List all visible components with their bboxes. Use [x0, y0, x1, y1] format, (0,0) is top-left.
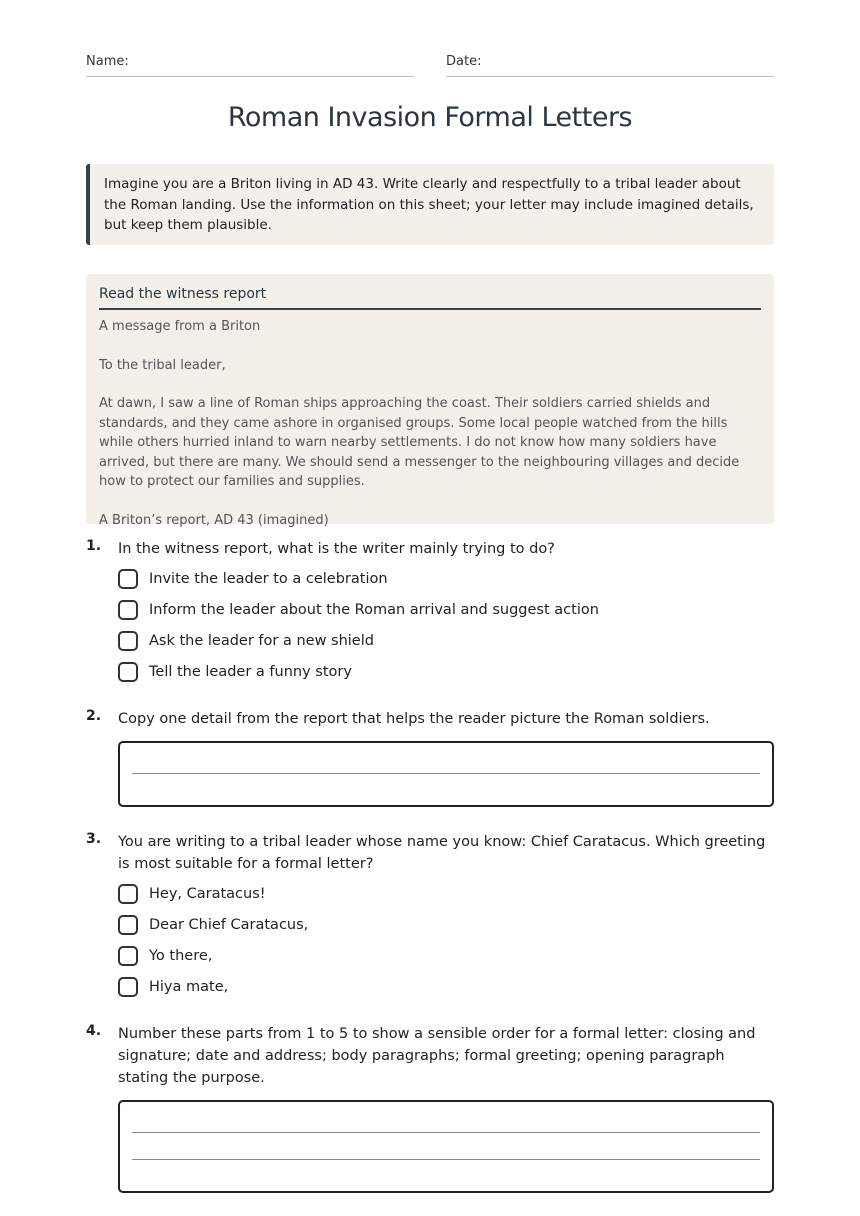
report-subtitle: A message from a Briton [99, 319, 261, 334]
question-4 [86, 1023, 774, 1193]
option-label: Dear Chief Caratacus, [149, 917, 309, 933]
option-item[interactable] [118, 884, 774, 915]
option-label: Hey, Caratacus! [149, 886, 266, 902]
checkbox[interactable] [118, 600, 138, 620]
option-label: Invite the leader to a celebration [149, 571, 388, 587]
writing-line [132, 773, 760, 774]
question-number: 1. [86, 538, 102, 554]
instructions-text: Imagine you are a Briton living in AD 43. Write clearly and respectfully to a tribal leader about the Roman landing. Use the information on this sheet; your letter may include imagined details, but keep them plausible. [104, 176, 754, 233]
option-label: Ask the leader for a new shield [149, 633, 374, 649]
option-label: Inform the leader about the Roman arrival and suggest action [149, 602, 599, 618]
option-item[interactable] [118, 977, 774, 1008]
question-text: You are writing to a tribal leader whose name you know: Chief Caratacus. Which greeting is most suitable for a formal letter? [118, 834, 766, 872]
checkbox[interactable] [118, 662, 138, 682]
report-signoff: A Briton’s report, AD 43 (imagined) [99, 512, 329, 528]
checkbox[interactable] [118, 631, 138, 651]
writing-line [132, 1132, 760, 1133]
checkbox[interactable] [118, 884, 138, 904]
instructions-box [86, 164, 774, 245]
name-label: Name: [86, 54, 129, 69]
question-3 [86, 831, 774, 1008]
option-label: Tell the leader a funny story [149, 664, 352, 680]
option-item[interactable] [118, 569, 774, 600]
option-item[interactable] [118, 662, 774, 693]
option-item[interactable] [118, 946, 774, 977]
date-label: Date: [446, 54, 482, 69]
report-body: At dawn, I saw a line of Roman ships approaching the coast. Their soldiers carried shields and standards, and they came ashore in organised groups. Some local people watched from the hills while others hurried inland to warn nearby settlements. I do not know how many soldiers have arrived, but there are many. We should send a messenger to the neighbouring villages and decide how to protect our families and supplies. [99, 396, 740, 489]
question-2 [86, 708, 774, 808]
option-label: Hiya mate, [149, 979, 229, 995]
question-1 [86, 538, 774, 693]
name-field[interactable] [86, 54, 414, 77]
writing-line [132, 1159, 760, 1160]
question-number: 4. [86, 1023, 102, 1039]
answer-box[interactable] [118, 1100, 774, 1193]
option-item[interactable] [118, 915, 774, 946]
option-label: Yo there, [149, 948, 213, 964]
question-text: In the witness report, what is the writer mainly trying to do? [118, 541, 555, 557]
answer-box[interactable] [118, 741, 774, 807]
checkbox[interactable] [118, 915, 138, 935]
date-field[interactable] [446, 54, 774, 77]
option-item[interactable] [118, 600, 774, 631]
answer-options [118, 884, 774, 1008]
question-text: Copy one detail from the report that helps the reader picture the Roman soldiers. [118, 711, 710, 727]
question-text: Number these parts from 1 to 5 to show a sensible order for a formal letter: closing and signature; date and address; body paragraphs; formal greeting; opening paragraph stating the purpose. [118, 1026, 756, 1086]
answer-options [118, 569, 774, 693]
student-info-row [86, 54, 774, 78]
question-number: 3. [86, 831, 102, 847]
option-item[interactable] [118, 631, 774, 662]
witness-report-panel [86, 274, 774, 528]
report-heading: Read the witness report [99, 286, 761, 310]
report-greeting: To the tribal leader, [99, 357, 226, 373]
page-title: Roman Invasion Formal Letters [227, 102, 633, 133]
checkbox[interactable] [118, 977, 138, 997]
checkbox[interactable] [118, 946, 138, 966]
checkbox[interactable] [118, 569, 138, 589]
question-number: 2. [86, 708, 102, 724]
